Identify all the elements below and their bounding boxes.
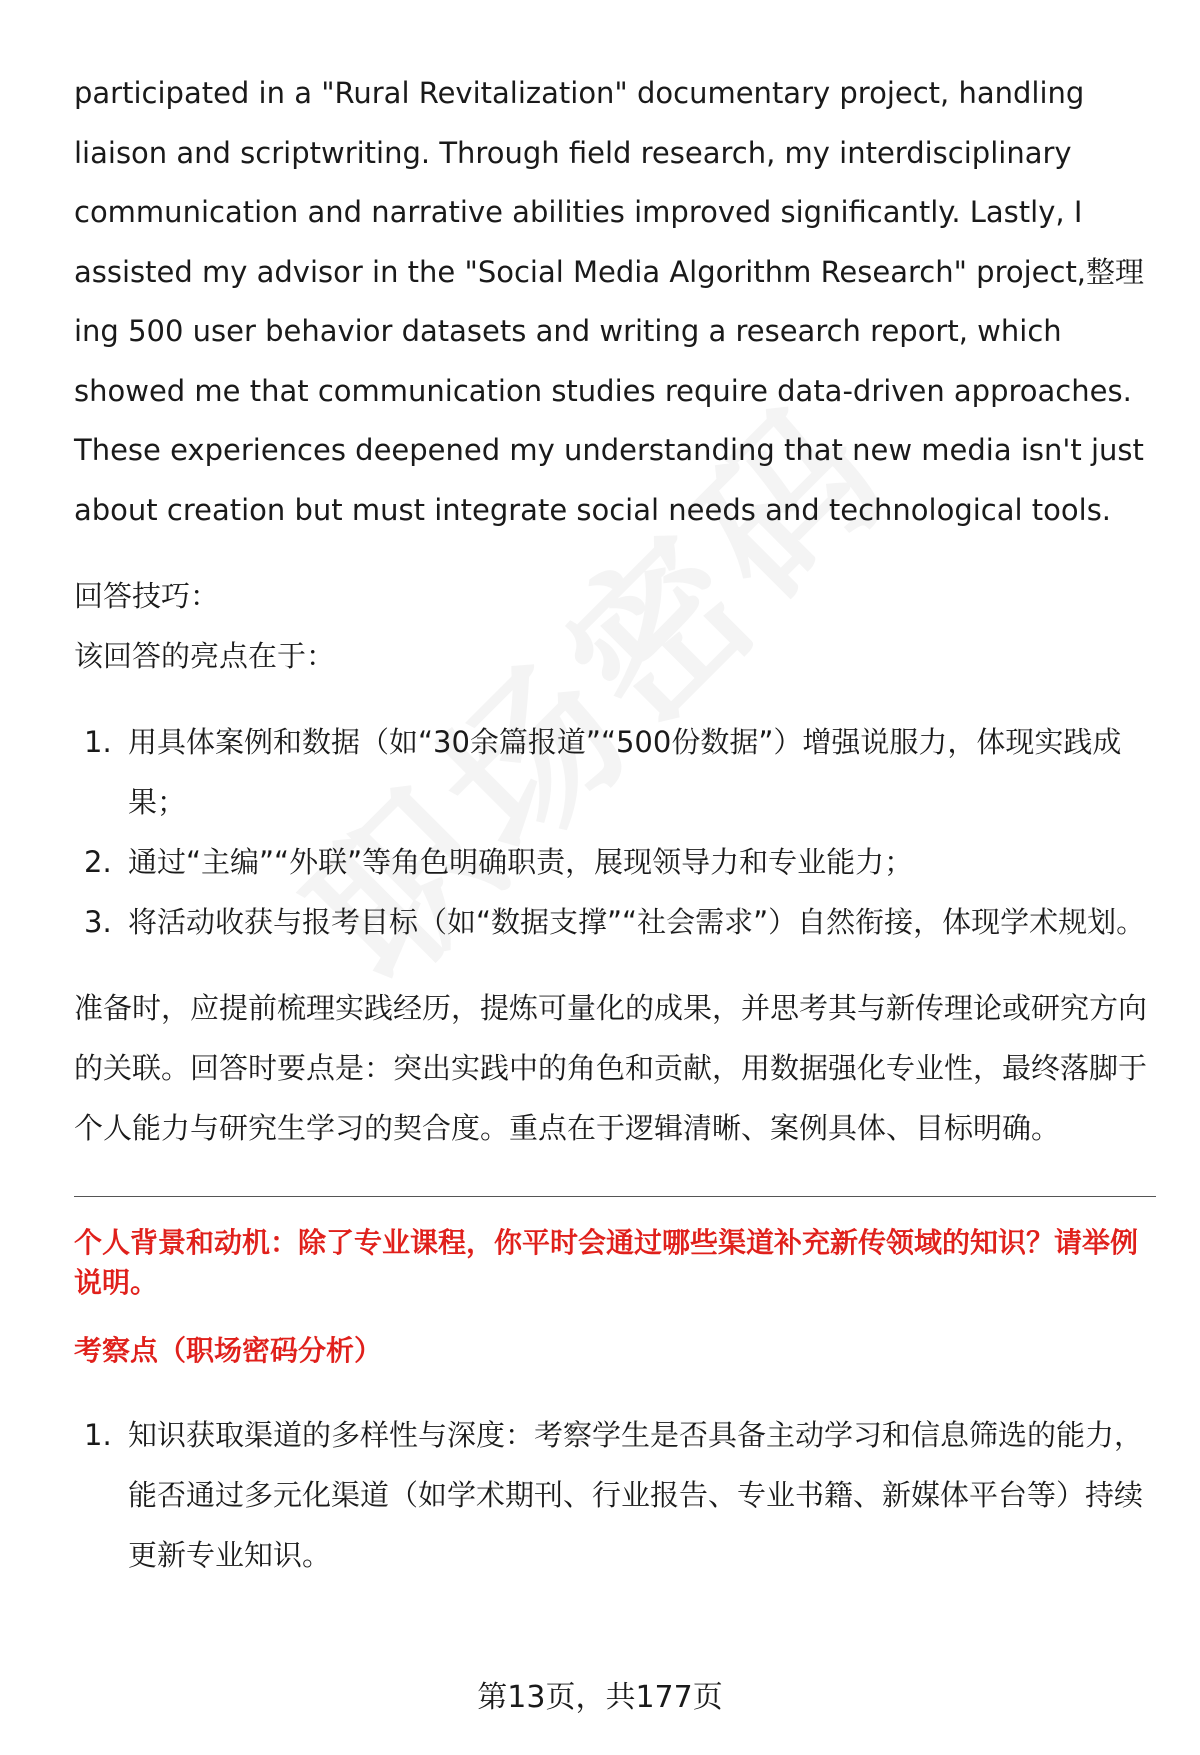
question-heading: 个人背景和动机：除了专业课程，你平时会通过哪些渠道补充新传领域的知识？请举例说明。 (74, 1226, 1139, 1299)
exam-points-heading: 考察点（职场密码分析） (74, 1334, 383, 1367)
page-content (74, 64, 1154, 1585)
preparation-paragraph: 准备时，应提前梳理实践经历，提炼可量化的成果，并思考其与新传理论或研究方向的关联。回答时要点是：突出实践中的角色和贡献，用数据强化专业性，最终落脚于个人能力与研究生学习的契合度。重点在于逻辑清晰、案例具体、目标明确。 (74, 991, 1148, 1145)
list-item-text: 知识获取渠道的多样性与深度：考察学生是否具备主动学习和信息筛选的能力，能否通过多元化渠道（如学术期刊、行业报告、专业书籍、新媒体平台等）持续更新专业知识。 (128, 1418, 1144, 1572)
list-item-text: 通过“主编”“外联”等角色明确职责，展现领导力和专业能力； (128, 845, 914, 879)
list-item (74, 712, 1154, 832)
highlights-label: 该回答的亮点在于： (74, 639, 336, 673)
list-item (74, 892, 1154, 952)
page-footer: 第13页，共177页 (477, 1680, 723, 1715)
list-item-number: 1. (84, 1418, 112, 1452)
list-item-text: 用具体案例和数据（如“30余篇报道”“500份数据”）增强说服力，体现实践成果； (128, 725, 1122, 819)
list-item (74, 1405, 1154, 1585)
english-paragraph: participated in a "Rural Revitalization" documentary project, handling liaison and scriptwriting. Through field research, my interdisciplinary communication and narrative abilities improved significantly. Lastly, I assisted my advisor in the "Social Media Algorithm Research" project,整理ing 500 user behavior datasets and writing a research report, which showed me that communication studies require data-driven approaches. These experiences deepened my understanding that new media isn't just about creation but must integrate social needs and technological tools. (74, 76, 1145, 527)
section-divider (74, 1196, 1156, 1197)
list-item-number: 1. (84, 725, 112, 759)
list-item (74, 832, 1154, 892)
list-item-number: 3. (84, 905, 112, 939)
tips-label: 回答技巧： (74, 579, 220, 613)
exam-points-list (74, 1405, 1154, 1585)
list-item-number: 2. (84, 845, 112, 879)
list-item-text: 将活动收获与报考目标（如“数据支撑”“社会需求”）自然衔接，体现学术规划。 (128, 905, 1146, 939)
highlights-list (74, 712, 1154, 952)
